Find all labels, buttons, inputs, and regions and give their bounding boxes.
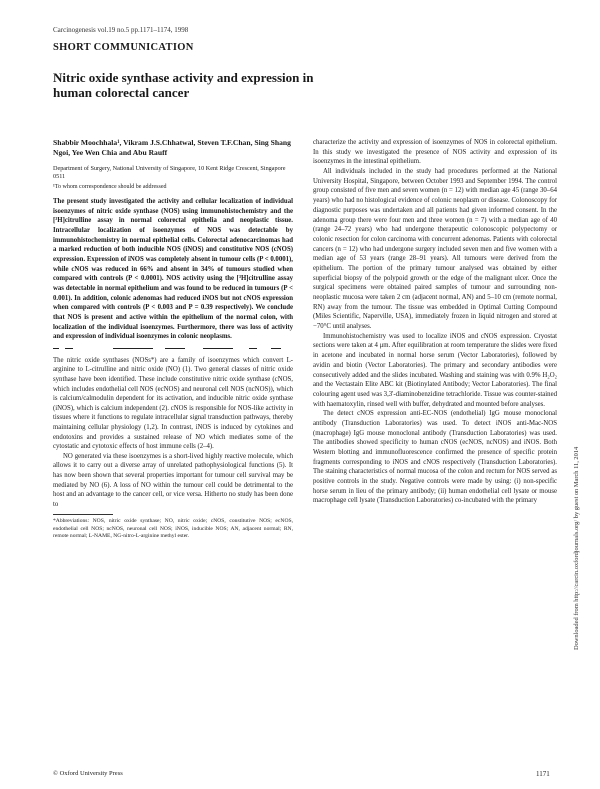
paragraph: All individuals included in the study had procedures performed at the National University Hospital, Singapore, between October 1993 and September 1994. The control group consisted of five men and seven women (n = 12) with median age 45 (range 30–64 years) who had no histological evidence of colonic neoplasm or disease. Colonoscopy for diagnostic purposes was undertaken and all patients had given informed consent. In the adenoma group there were four men and three women (n = 7) with a median age of 40 (range 24–72 years) who had undergone therapeutic colonoscopic polypectomy or colonic resection for colon carcinoma with concurrent adenomas. Patients with colorectal cancers (n = 12) who had undergone surgery included seven men and five women with a median age of 53 years (range 28–91 years). All tumours were derived from the epithelium. The portion of the primary tumour analysed was obtained by either superficial biopsy of the polypoid growth or the edge of the malignant ulcer. Once the surgical specimens were obtained paired samples of tumour and surrounding non-neoplastic mucosa were taken 2 cm (adjacent normal, AN) and 5–10 cm (remote normal, RN) away from the tumour. The tissue was embedded in Optimal Cutting Compound (Miles Scientific, Naperville, USA), immediately frozen in liquid nitrogen and stored at −70°C until analyses.: [313, 168, 557, 331]
paragraph: The detect cNOS expression anti-EC-NOS (endothelial) IgG mouse monoclonal antibody (Transduction Laboratories) was used. To detect iNOS anti-Mac-NOS (macrophage) IgG mouse monoclonal antibody (Transduction Laboratories) was used. The antibodies showed specificity to human cNOS (ecNOS, ncNOS) and iNOS. Both Western blotting and immunofluorescence confirmed the presence of specific protein fragments corresponding to iNOS and cNOS respectively (Transduction Laboratories). The staining characteristics of normal mucosa of the colon and rectum for NOS served as positive controls in the study. Negative controls were made by using: (i) non-specific horse serum in lieu of the primary antibody; (ii) human endothelial cell lysate or mouse macrophage cell lysate (Transduction Laboratories) co-incubated with the primary: [313, 410, 557, 505]
author-list: Shabbir Moochhala¹, Vikram J.S.Chhatwal, Steven T.F.Chan, Sing Shang Ngoi, Yee Wen Chia and Abu Rauff: [53, 138, 291, 157]
section-heading: SHORT COMMUNICATION: [53, 42, 194, 53]
download-watermark: Downloaded from http://carcin.oxfordjournals.org/ by guest on March 11, 2014: [573, 446, 580, 650]
paragraph: NO generated via these isoenzymes is a short-lived highly reactive molecule, which allows it to carry out a diverse array of unrelated pathophysiological functions (5). It has now been shown that several properties important for tumour cell survival may be mediated by NO (6). A loss of NO within the tumour cell could be detrimental to the host and an advantage to the cancer cell, or vice versa. Hitherto no study has been done to: [53, 452, 293, 508]
paragraph: characterize the activity and expression of isoenzymes of NOS in colorectal epithelium. In this study we investigated the presence of NOS activity and expression of its isoenzymes in the intestinal epithelium.: [313, 139, 557, 166]
footnote-rule: [53, 514, 113, 515]
copyright: © Oxford University Press: [53, 770, 123, 777]
correspondence-note: ¹To whom correspondence should be addressed: [53, 184, 167, 190]
right-column: [313, 138, 557, 506]
journal-citation: Carcinogenesis vol.19 no.5 pp.1171–1174, 1998: [53, 26, 189, 34]
body-text-left: [53, 356, 293, 510]
left-column: [53, 138, 293, 541]
paragraph: Immunohistochemistry was used to localize iNOS and cNOS expression. Cryostat sections were taken at 4 μm. After equilibration at room temperature the slides were fixed in acetone and incubated in normal horse serum (Vector Laboratories), followed by avidin and biotin (Vector Laboratories). The primary and secondary antibodies were consecutively added and the slides incubated. Washing and staining was with 0.9% H₂O₂ and the Vectastain Elite ABC kit (Biotinylated Antibody; Vector Laboratories). The final colouring agent used was 3,3'-diaminobenzidine tetrachloride. Tissue was counter-stained with haematoxylin, rinsed well with buffer, dehydrated and mounted before analyses.: [313, 332, 557, 408]
article-title: Nitric oxide synthase activity and expression in human colorectal cancer: [53, 70, 314, 100]
abbreviations-footnote: *Abbreviations: NOS, nitric oxide synthase; NO, nitric oxide; cNOS, constitutive NOS; ecNOS, endothelial cell NOS; ncNOS, neuronal cell NOS; iNOS, inducible NOS; AN, adjacent normal; RN, remote normal; L-NAME, NG-nitro-L-arginine methyl ester.: [53, 518, 293, 540]
abstract: The present study investigated the activity and cellular localization of individual isoenzymes of nitric oxide synthase (NOS) using immunohistochemistry and the [³H]citrulline assay in normal colorectal epithelia and neoplastic tissue. Intracellular localization of isoenzymes of NOS was detectable by immunohistochemistry in normal epithelial cells. Colorectal adenocarcinomas had a marked reduction of both inducible NOS (iNOS) and constitutive NOS (cNOS) expression. Expression of iNOS was completely absent in tumour cells (P < 0.0001), while cNOS was reduced in 66% and absent in 34% of tumours studied when compared with controls (P < 0.0001). NOS activity using the [³H]citrulline assay was detectable in normal epithelium and was found to be reduced in tumours (P < 0.001). In addition, colonic adenomas had reduced iNOS but not cNOS expression when compared with controls (P < 0.003 and P = 0.39 respectively). We conclude that NOS is present and active within the epithelium of the normal colon, with localization of the individual isoenzymes. Furthermore, there was loss of activity and expression of individual isoenzymes in colonic neoplasms.: [53, 198, 293, 341]
section-divider: [53, 344, 293, 352]
paragraph: The nitric oxide synthases (NOSs*) are a family of isoenzymes which convert L-arginine to L-citrulline and nitric oxide (NO) (1). Two general classes of nitric oxide synthase have been identified. These include constitutive nitric oxide synthase (cNOS, which includes endothelial cell NOS (ecNOS) and neuronal cell NOS (ncNOS)), which is calcium/calmodulin dependent for its activation, and inducible nitric oxide synthase (iNOS), which is calcium independent (2). cNOS is responsible for NOS-like activity in tissues where it functions to regulate intracellular signal transduction pathways, thereby maintaining cellular physiology (1,2). In contrast, iNOS is induced by cytokines and endotoxins and provides a sustained release of NO which mediates some of the cytostatic and cytotoxic effects of host immune cells (2–4).: [53, 356, 293, 451]
page-number: 1171: [536, 770, 550, 778]
affiliation: Department of Surgery, National University of Singapore, 10 Kent Ridge Crescent, Singapore 0511: [53, 165, 286, 180]
